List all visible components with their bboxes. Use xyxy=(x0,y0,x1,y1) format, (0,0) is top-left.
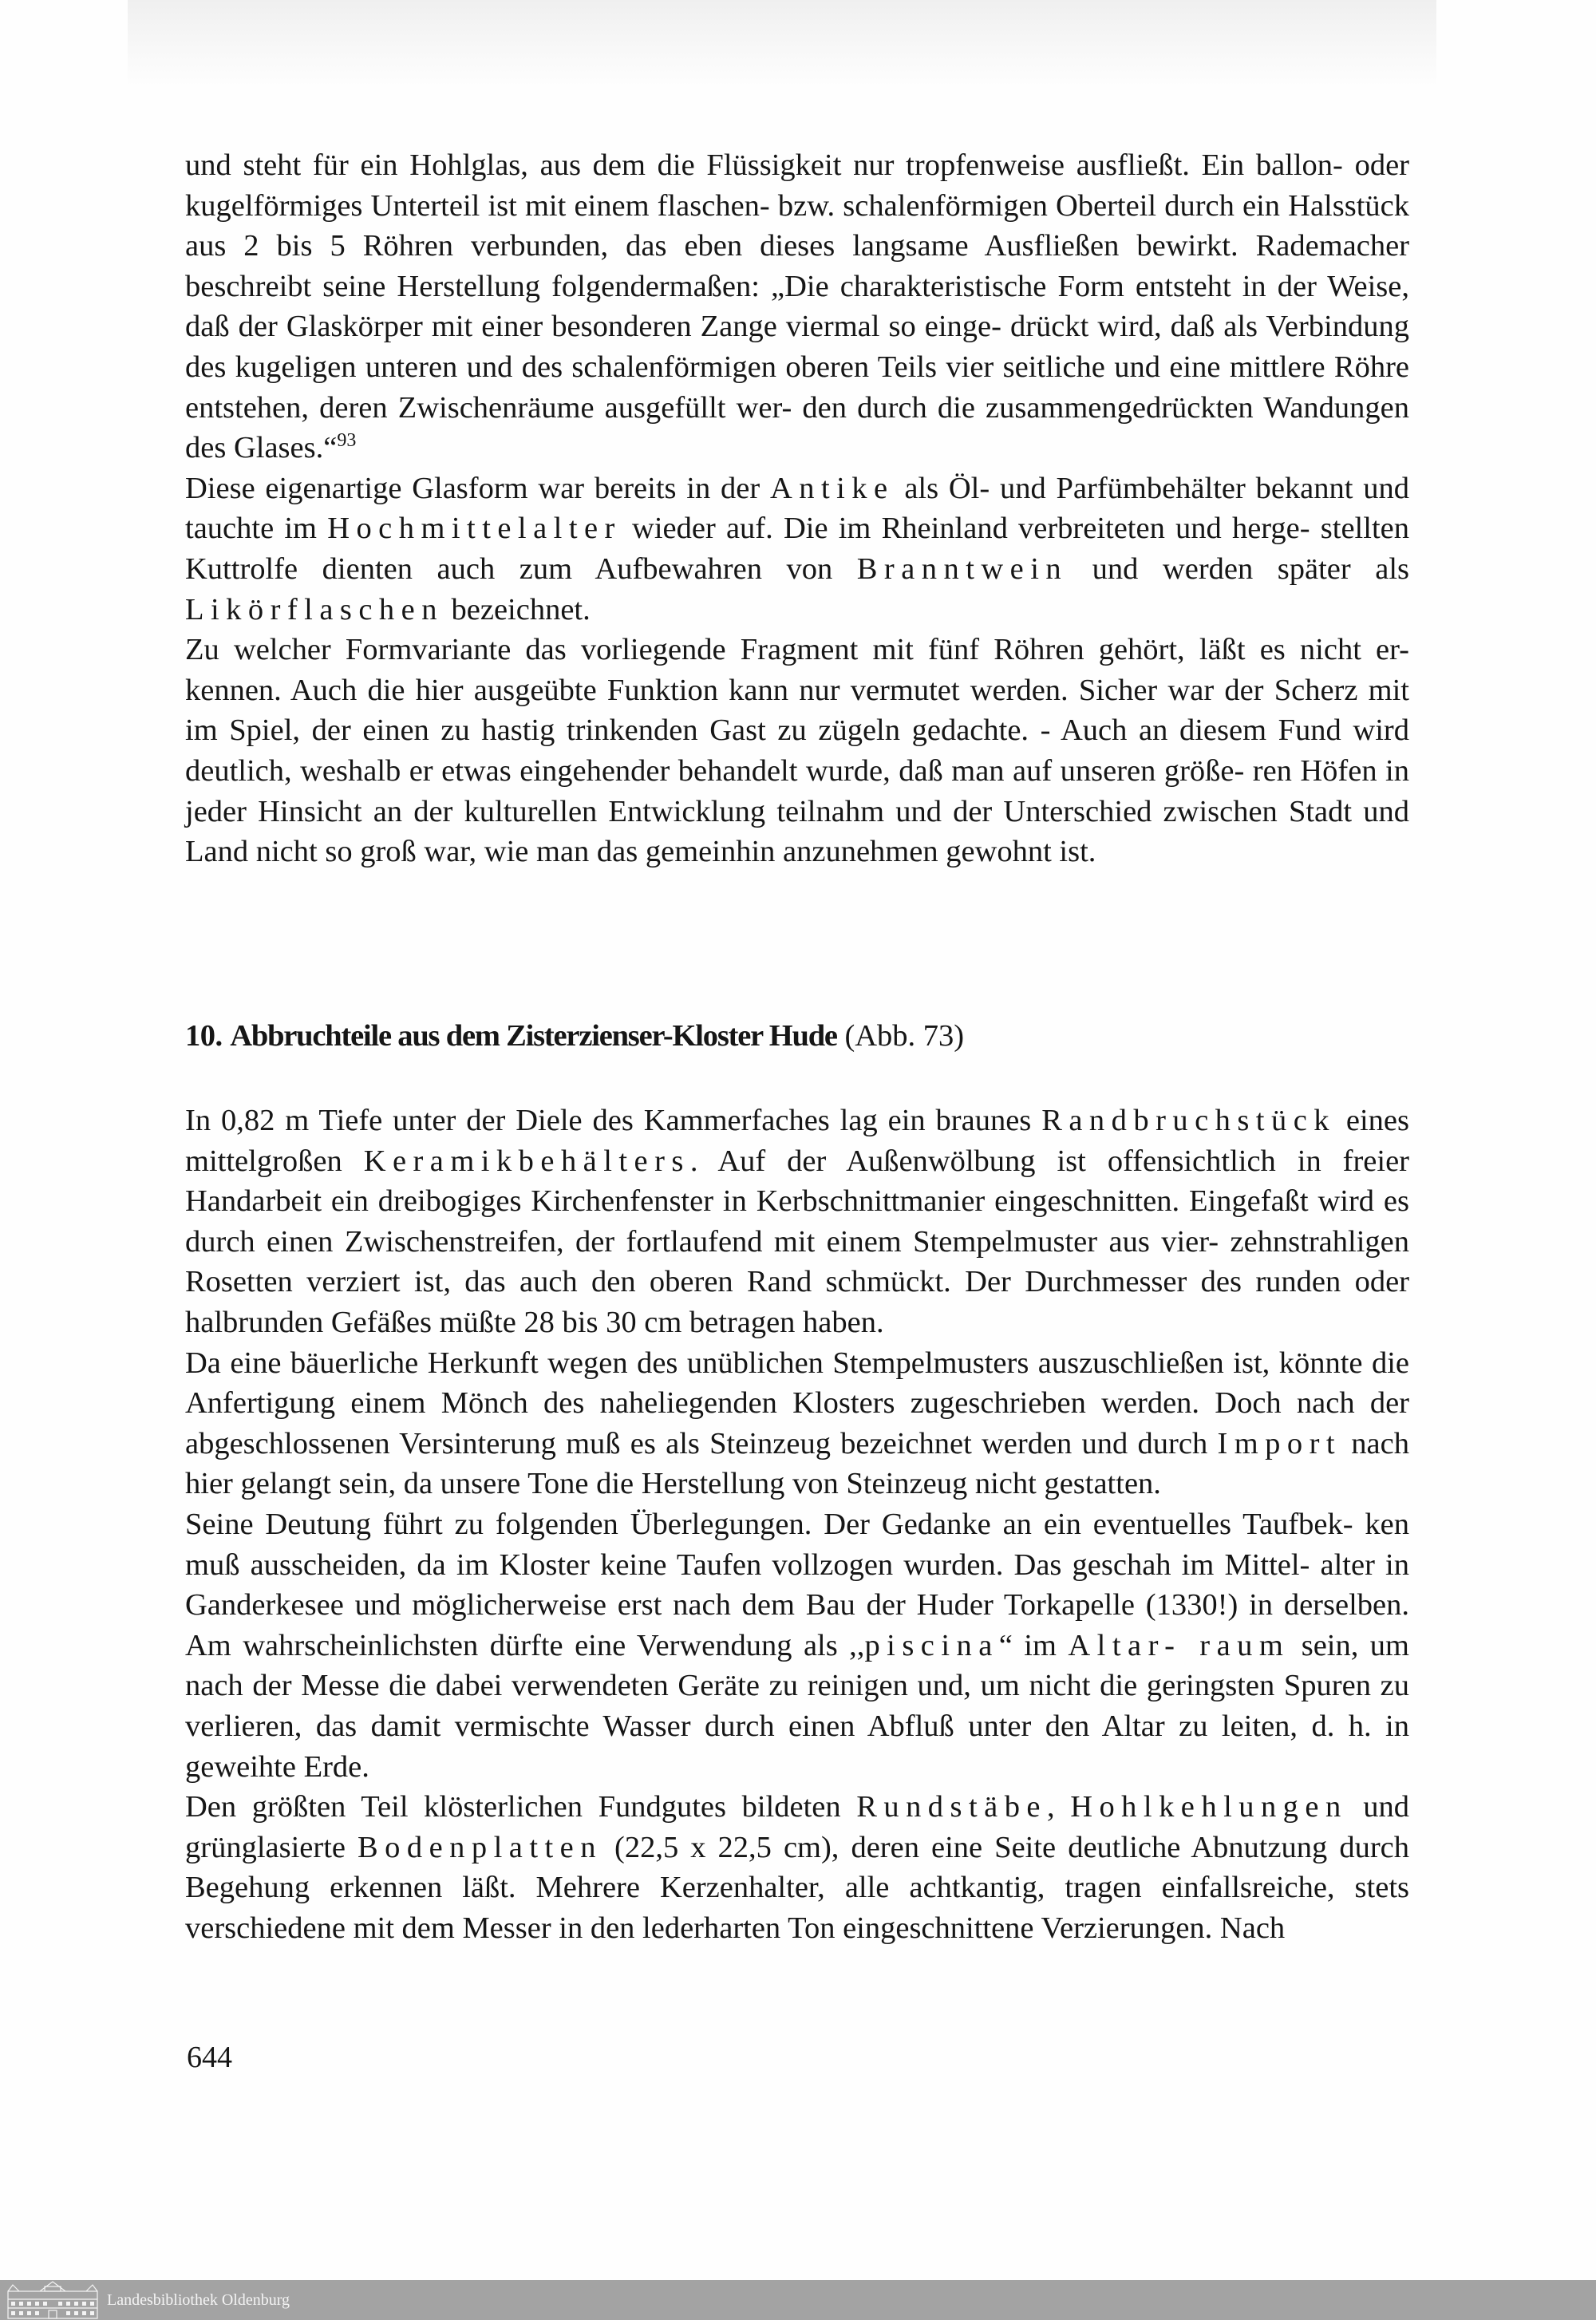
spaced-emphasis: Altar- raum xyxy=(1068,1628,1290,1662)
page-number: 644 xyxy=(187,2041,232,2074)
section-number: 10. xyxy=(185,1019,223,1053)
paragraph-glass-form-history: Diese eigenartige Glasform war bereits in der Antike als Öl- und Parfümbehälter bekannt und tauchte im Hochmittelalter wieder auf. Die im Rheinland verbreiteten und herge- stellten Kuttrolfe dienten auch zum Aufbewahren von Branntwein und werden später als Likörflaschen bezeichnet. xyxy=(185,471,1410,626)
library-name: Landesbibliothek Oldenburg xyxy=(107,2290,290,2309)
paragraph-fragment-function: Zu welcher Formvariante das vorliegende Fragment mit fünf Röhren gehört, läßt es nicht er- kennen. Auch die hier ausgeübte Funktion kann nur vermutet werden. Sicher war der Scherz mit im Spiel, der einen zu hastig trinkenden Gast zu zügeln gedachte. - Auch an diesem Fund wird deutlich, weshalb er etwas eingehender behandelt wurde, daß man auf unseren größe- ren Höfen in jeder Hinsicht an der kulturellen Entwicklung teilnahm und der Unterschied zwischen Stadt und Land nicht so groß war, wie man das gemeinhin anzunehmen gewohnt ist. xyxy=(185,633,1409,869)
spaced-emphasis: Rundstäbe xyxy=(856,1790,1047,1824)
spaced-emphasis: piscina xyxy=(864,1628,999,1662)
figure-reference[interactable]: (Abb. 73) xyxy=(844,1019,965,1053)
paragraph-interpretation: Seine Deutung führt zu folgenden Überlegungen. Der Gedanke an ein eventuelles Taufbek- ken muß ausscheiden, da im Kloster keine Taufen vollzogen wurden. Das geschah im Mittel- alter in Ganderkesee und möglicherweise erst nach dem Bau der Huder Torkapelle (1330!) in derselben. Am wahrscheinlichsten dürfte eine Verwendung als ,,piscina“ im Altar- raum sein, um nach der Messe die dabei verwendeten Geräte zu reinigen und, um nicht die geringsten Spuren zu verlieren, das damit vermischte Wasser durch einen Abfluß unter den Altar zu leiten, d. h. in geweihte Erde. xyxy=(185,1507,1410,1784)
library-building-icon xyxy=(5,2280,101,2320)
section-title: Abbruchteile aus dem Zisterzienser-Kloster Hude xyxy=(230,1019,837,1053)
spaced-emphasis: Bodenplatten xyxy=(358,1830,602,1864)
page-body-top xyxy=(185,145,1409,872)
spaced-emphasis: Antike xyxy=(769,471,895,505)
spaced-emphasis: Branntwein xyxy=(856,551,1069,586)
paragraph-monastic-finds: Den größten Teil klösterlichen Fundgutes bildeten Rundstäbe, Hohlkehlungen und grünglasierte Bodenplatten (22,5 x 22,5 cm), deren eine Seite deutliche Abnutzung durch Begehung erkennen läßt. Mehrere Kerzenhalter, alle achtkantig, tragen einfallsreiche, stets verschiedene mit dem Messer in den lederharten Ton eingeschnittene Verzierungen. Nach xyxy=(185,1790,1410,1945)
scan-shadow xyxy=(128,0,1436,88)
spaced-emphasis: Likörflaschen xyxy=(185,592,444,626)
section-heading xyxy=(185,1016,964,1056)
spaced-emphasis: Randbruchstück xyxy=(1041,1104,1336,1137)
spaced-emphasis: Import xyxy=(1217,1426,1342,1460)
paragraph-origin: Da eine bäuerliche Herkunft wegen des unüblichen Stempelmusters auszuschließen ist, könnte die Anfertigung einem Mönch des naheliegenden Klosters zugeschrieben werden. Doch nach der abgeschlossenen Versinterung muß es als Steinzeug bezeichnet werden und durch Import nach hier gelangt sein, da unsere Tone die Herstellung von Steinzeug nicht gestatten. xyxy=(185,1346,1409,1501)
spaced-emphasis: Keramikbehälters xyxy=(363,1144,690,1178)
spaced-emphasis: Hohlkehlungen xyxy=(1070,1790,1348,1824)
paragraph-rim-fragment: In 0,82 m Tiefe unter der Diele des Kammerfaches lag ein braunes Randbruchstück eines mittelgroßen Keramikbehälters. Auf der Außenwölbung ist offensichtlich in freier Handarbeit ein dreibogiges Kirchenfenster in Kerbschnittmanier eingeschnitten. Eingefaßt wird es durch einen Zwischenstreifen, der fortlaufend mit einem Stempelmuster aus vier- zehnstrahligen Rosetten verziert ist, das auch den oberen Rand schmückt. Der Durchmesser des runden oder halbrunden Gefäßes müßte 28 bis 30 cm betragen haben. xyxy=(185,1104,1409,1339)
footnote-ref[interactable]: 93 xyxy=(337,430,357,452)
footer-bar xyxy=(0,2280,1596,2320)
paragraph-kuttrolf-description: und steht für ein Hohlglas, aus dem die Flüssigkeit nur tropfenweise ausfließt. Ein ballon- oder kugelförmiges Unterteil ist mit einem flaschen- bzw. schalenförmigen Oberteil durch ein Halsstück aus 2 bis 5 Röhren verbunden, das eben dieses langsame Ausfließen bewirkt. Rademacher beschreibt seine Herstellung folgendermaßen: „Die charakteristische Form entsteht in der Weise, daß der Glaskörper mit einer besonderen Zange viermal so einge- drückt wird, daß als Verbindung des kugeligen unteren und des schalenförmigen oberen Teils vier seitliche und eine mittlere Röhre entstehen, deren Zwischenräume ausgefüllt wer- den durch die zusammengedrückten Wandungen des Glases.“$^{93}$ xyxy=(185,148,1409,465)
spaced-emphasis: Hochmittelalter xyxy=(327,512,622,546)
section-body xyxy=(185,1101,1409,1948)
